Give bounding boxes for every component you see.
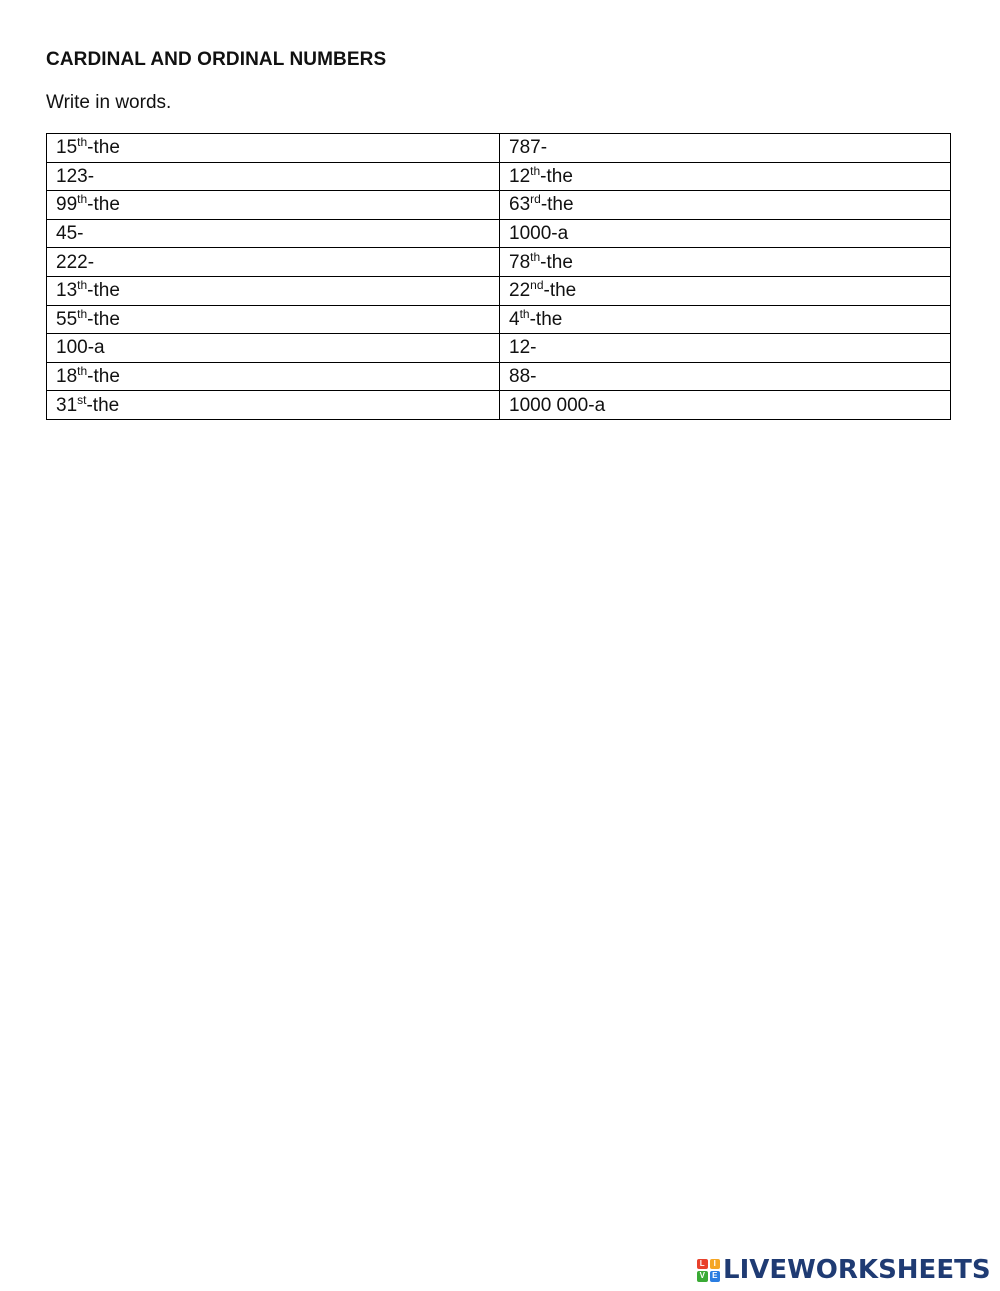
table-cell-right: [500, 305, 951, 334]
cell-ordinal-suffix: rd: [530, 192, 541, 207]
worksheet-instruction: Write in words.: [46, 92, 172, 113]
cell-number: 4: [509, 308, 520, 330]
cell-ordinal-suffix: st: [77, 392, 87, 407]
cell-number: 100-a: [56, 337, 105, 359]
table-row: [47, 362, 951, 391]
cell-article: -the: [540, 251, 573, 273]
cell-number: 1000 000-a: [509, 394, 606, 416]
cell-number: 22: [509, 280, 531, 302]
cell-number: 88-: [509, 366, 537, 388]
exercise-table: [46, 133, 951, 420]
cell-number: 12: [509, 165, 531, 187]
liveworksheets-logo-icon: [697, 1259, 720, 1282]
cell-ordinal-suffix: th: [77, 192, 88, 207]
cell-article: -the: [87, 280, 120, 302]
cell-number: 18: [56, 366, 78, 388]
cell-article: -the: [87, 194, 120, 216]
table-cell-left: [47, 305, 500, 334]
table-cell-left: [47, 362, 500, 391]
cell-ordinal-suffix: th: [77, 278, 88, 293]
cell-ordinal-suffix: th: [530, 249, 541, 264]
cell-ordinal-suffix: th: [519, 306, 530, 321]
table-cell-left: [47, 248, 500, 277]
table-cell-left: [47, 276, 500, 305]
table-cell-left: [47, 334, 500, 363]
table-cell-left: [47, 191, 500, 220]
table-cell-right: [500, 391, 951, 420]
liveworksheets-logo: [697, 1255, 991, 1285]
cell-ordinal-suffix: th: [77, 306, 88, 321]
cell-number: 787-: [509, 137, 548, 159]
cell-number: 45-: [56, 223, 84, 245]
cell-number: 99: [56, 194, 78, 216]
cell-number: 12-: [509, 337, 537, 359]
logo-mark-tile: E: [710, 1271, 721, 1282]
logo-mark-tile: I: [710, 1259, 721, 1270]
table-cell-right: [500, 248, 951, 277]
table-cell-right: [500, 276, 951, 305]
table-cell-right: [500, 162, 951, 191]
table-cell-right: [500, 334, 951, 363]
cell-article: -the: [86, 394, 120, 416]
table-row: [47, 134, 951, 163]
cell-number: 13: [56, 280, 78, 302]
table-row: [47, 219, 951, 248]
table-cell-right: [500, 362, 951, 391]
cell-number: 31: [56, 394, 78, 416]
cell-number: 123-: [56, 165, 95, 187]
table-cell-right: [500, 191, 951, 220]
cell-number: 15: [56, 137, 78, 159]
cell-article: -the: [87, 137, 120, 159]
cell-ordinal-suffix: th: [77, 364, 88, 379]
cell-number: 78: [509, 251, 531, 273]
cell-ordinal-suffix: th: [530, 163, 541, 178]
cell-number: 63: [509, 194, 531, 216]
table-row: [47, 334, 951, 363]
cell-article: -the: [540, 194, 574, 216]
cell-article: -the: [529, 308, 563, 330]
cell-article: -the: [87, 308, 120, 330]
cell-number: 55: [56, 308, 78, 330]
cell-ordinal-suffix: th: [77, 135, 88, 150]
table-row: [47, 391, 951, 420]
cell-ordinal-suffix: nd: [530, 278, 544, 293]
cell-article: -the: [543, 280, 577, 302]
table-cell-left: [47, 219, 500, 248]
table-cell-left: [47, 162, 500, 191]
table-row: [47, 162, 951, 191]
table-row: [47, 191, 951, 220]
table-cell-left: [47, 391, 500, 420]
cell-number: 1000-a: [509, 223, 569, 245]
cell-article: -the: [87, 366, 120, 388]
logo-wordmark: LIVEWORKSHEETS: [723, 1255, 991, 1285]
table-cell-right: [500, 219, 951, 248]
table-row: [47, 305, 951, 334]
logo-mark-tile: L: [697, 1259, 708, 1270]
table-row: [47, 276, 951, 305]
worksheet-title: CARDINAL AND ORDINAL NUMBERS: [46, 49, 387, 70]
table-cell-left: [47, 134, 500, 163]
table-cell-right: [500, 134, 951, 163]
table-row: [47, 248, 951, 277]
cell-number: 222-: [56, 251, 95, 273]
logo-mark-tile: V: [697, 1271, 708, 1282]
cell-article: -the: [540, 165, 573, 187]
